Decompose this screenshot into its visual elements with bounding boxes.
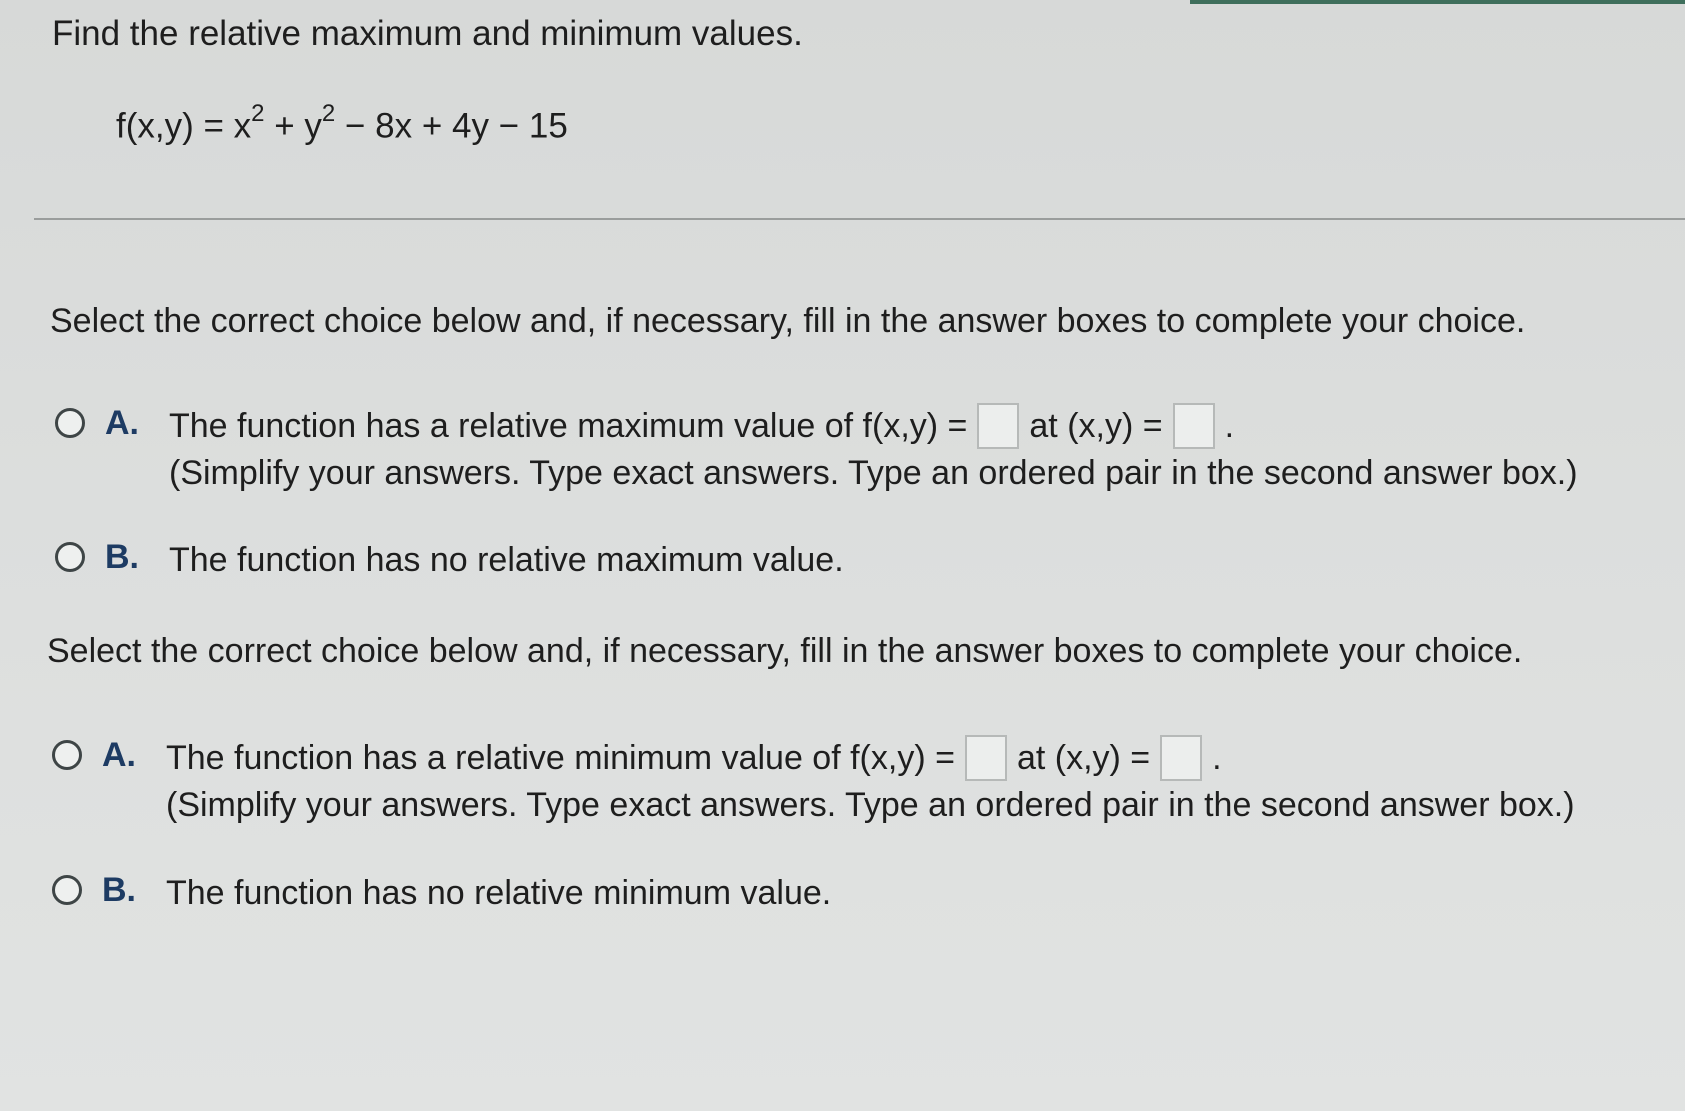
choice-text-end: .: [1224, 406, 1235, 445]
choice-text-end: .: [1212, 738, 1222, 777]
choice-text-middle: at (x,y) =: [1016, 738, 1151, 777]
choice-letter: B.: [102, 871, 136, 909]
choice-body: [169, 538, 844, 582]
choice-text-before: The function has a relative minimum value of f(x,y) =: [166, 738, 955, 777]
choice-body: [166, 736, 1575, 830]
choice-letter: A.: [102, 736, 136, 774]
minimum-choice-a[interactable]: [52, 736, 1575, 830]
choice-body: [166, 871, 831, 915]
choice-body: [169, 404, 1578, 498]
choice-note: (Simplify your answers. Type exact answers. Type an ordered pair in the second answer box.): [166, 786, 1575, 824]
maximum-choice-b[interactable]: [55, 538, 844, 582]
radio-button-empty-icon[interactable]: [55, 542, 85, 572]
min-value-answer-box[interactable]: [965, 735, 1007, 781]
question-title: Find the relative maximum and minimum values.: [52, 14, 803, 53]
radio-button-empty-icon[interactable]: [52, 740, 82, 770]
max-point-answer-box[interactable]: [1173, 403, 1215, 449]
choice-text: The function has no relative minimum value.: [166, 873, 832, 912]
choice-text-middle: at (x,y) =: [1029, 406, 1163, 445]
section-divider: [34, 218, 1685, 220]
maximum-choice-a[interactable]: [55, 404, 1578, 498]
formula-prefix: f(x,y) = x: [116, 106, 252, 146]
function-formula: [116, 100, 568, 147]
radio-button-empty-icon[interactable]: [52, 875, 82, 905]
max-value-answer-box[interactable]: [977, 403, 1019, 449]
formula-suffix: − 8x + 4y − 15: [335, 106, 568, 146]
min-point-answer-box[interactable]: [1160, 735, 1202, 781]
choice-text-before: The function has a relative maximum value of f(x,y) =: [169, 406, 968, 445]
choice-note: (Simplify your answers. Type exact answers. Type an ordered pair in the second answer box.): [169, 454, 1578, 492]
radio-button-empty-icon[interactable]: [55, 408, 85, 438]
maximum-instruction: Select the correct choice below and, if necessary, fill in the answer boxes to complete your choice.: [50, 302, 1526, 340]
minimum-choice-b[interactable]: [52, 871, 831, 915]
choice-line: [166, 736, 1575, 780]
minimum-instruction: Select the correct choice below and, if necessary, fill in the answer boxes to complete your choice.: [47, 632, 1523, 670]
formula-exponent-y: 2: [321, 100, 336, 127]
choice-text: The function has no relative maximum value.: [169, 540, 844, 579]
choice-line: [169, 404, 1578, 448]
choice-letter: B.: [105, 538, 139, 576]
choice-letter: A.: [105, 404, 139, 442]
formula-exponent-x: 2: [251, 100, 265, 127]
formula-middle: + y: [264, 106, 322, 146]
